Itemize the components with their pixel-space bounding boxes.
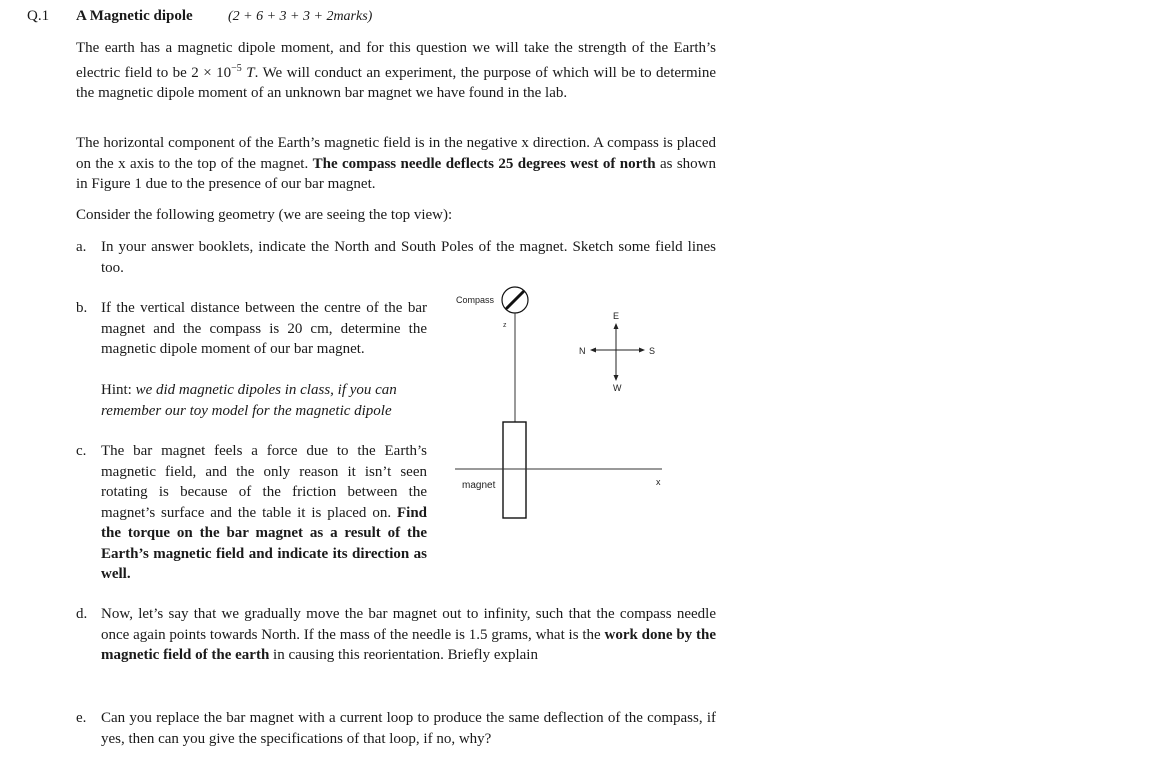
part-e-label: e. — [76, 710, 87, 726]
direction-n-label: N — [579, 346, 586, 356]
part-d-body: Now, let’s say that we gradually move the bar magnet out to infinity, such that the compass needle once again points towards North. If the mass of the needle is 1.5 grams, what is the — [101, 606, 716, 643]
arrowhead-e-icon — [614, 323, 619, 329]
part-b-label: b. — [76, 300, 88, 316]
arrowhead-n-icon — [590, 348, 596, 353]
intro-p1-unit: T — [241, 64, 255, 81]
part-e-text: Can you replace the bar magnet with a current loop to produce the same deflection of the compass, if yes, then can you give the specifications of that loop, if no, why? — [101, 710, 716, 747]
intro-p2-text-b: as shown in Figure 1 due to the presence of our bar magnet. — [76, 155, 716, 192]
part-b-text: If the vertical distance between the centre of the bar magnet and the compass is 20 cm, determine the magnetic dipole moment of our bar magnet. — [101, 300, 427, 357]
part-c-body: The bar magnet feels a force due to the Earth’s magnetic field, and the only reason it isn’t seen rotating is because of the friction between the magnet’s surface and the table it is placed on. — [101, 443, 427, 521]
question-marks: (2 + 6 + 3 + 3 + 2marks) — [228, 9, 373, 24]
question-number: Q.1 — [27, 8, 50, 24]
part-d-bold: work done by the magnetic field of the earth — [101, 626, 716, 663]
magnet-label: magnet — [462, 480, 496, 491]
intro-paragraph-3: Consider the following geometry (we are seeing the top view): — [76, 207, 453, 223]
part-d-body-2: in causing this reorientation. Briefly explain — [269, 647, 538, 663]
intro-paragraph-1 — [76, 38, 716, 104]
hint-label: Hint: — [101, 382, 136, 398]
part-a-label: a. — [76, 239, 87, 255]
hint — [101, 380, 431, 421]
hint-text: we did magnetic dipoles in class, if you can remember our toy model for the magnetic dipole — [101, 382, 397, 419]
intro-paragraph-2 — [76, 133, 716, 195]
part-d-text — [101, 604, 716, 666]
part-a-text: In your answer booklets, indicate the North and South Poles of the magnet. Sketch some field lines too. — [101, 239, 716, 276]
arrowhead-s-icon — [639, 348, 645, 353]
compass-label: Compass — [456, 295, 495, 305]
intro-p2-text-a: The horizontal component of the Earth’s magnetic field is in the negative x direction. A compass is placed on the x axis to the top of the magnet. — [76, 135, 716, 172]
question-title: A Magnetic dipole — [76, 8, 193, 24]
part-c-label: c. — [76, 443, 87, 459]
direction-e-label: E — [613, 311, 620, 321]
z-axis-label: z — [503, 322, 507, 329]
arrowhead-w-icon — [614, 375, 619, 381]
intro-p1-text-b: . We will conduct an experiment, the purpose of which will be to determine the magnetic dipole moment of an unknown bar magnet we have found in the lab. — [76, 64, 717, 101]
bar-magnet — [503, 422, 526, 518]
part-d-label: d. — [76, 606, 88, 622]
intro-p1-text-a: The earth has a magnetic dipole moment, and for this question we will take the strength of the Earth’s electric field to be 2 × 10 — [76, 40, 716, 81]
part-c-bold: Find the torque on the bar magnet as a result of the Earth’s magnetic field and indicate its direction as well. — [101, 504, 427, 582]
figure-1-diagram — [440, 280, 730, 520]
direction-w-label: W — [613, 383, 622, 393]
x-axis-label: x — [656, 477, 661, 487]
part-c-text — [101, 441, 496, 585]
intro-p2-bold: The compass needle deflects 25 degrees west of north — [312, 155, 656, 172]
intro-p1-exponent: −5 — [231, 62, 242, 74]
direction-s-label: S — [649, 346, 656, 356]
